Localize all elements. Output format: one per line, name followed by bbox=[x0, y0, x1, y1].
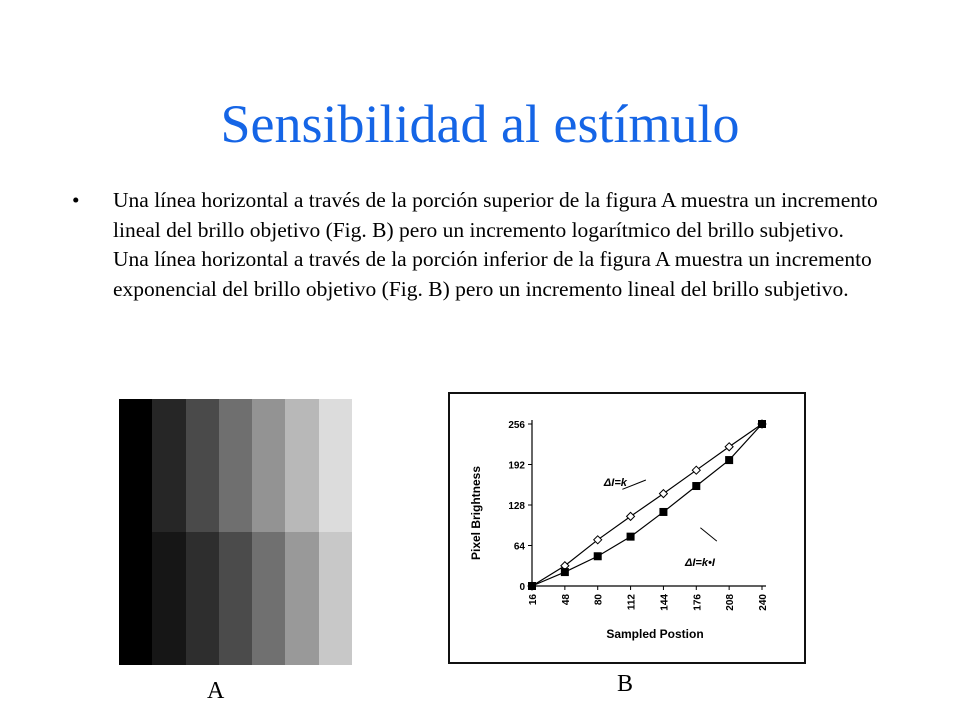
gray-cell-top bbox=[319, 399, 353, 532]
gray-cell-top bbox=[119, 399, 153, 532]
diamond-point bbox=[627, 512, 635, 520]
y-tick-label: 192 bbox=[508, 460, 525, 472]
figure-a-caption: A bbox=[207, 678, 225, 704]
gray-cell-top bbox=[252, 399, 286, 532]
square-point bbox=[528, 582, 536, 590]
square-point bbox=[627, 533, 635, 541]
gray-cell-bottom bbox=[152, 532, 186, 665]
figure-b-caption: B bbox=[617, 671, 634, 697]
gray-cell-bottom bbox=[119, 532, 153, 665]
gray-bar-4 bbox=[219, 399, 253, 665]
gray-bar-1 bbox=[119, 399, 153, 665]
slide-title: Sensibilidad al estímulo bbox=[220, 94, 740, 154]
square-point bbox=[758, 420, 766, 428]
square-point bbox=[659, 508, 667, 516]
y-tick-label: 256 bbox=[508, 420, 525, 431]
gray-cell-top bbox=[285, 399, 319, 532]
x-axis-label: Sampled Postion bbox=[606, 627, 704, 641]
bullet-marker: • bbox=[72, 188, 80, 212]
y-tick-label: 64 bbox=[513, 541, 525, 553]
square-point bbox=[725, 456, 733, 464]
gray-cell-top bbox=[152, 399, 186, 532]
annotation-leader-2 bbox=[700, 528, 716, 541]
brightness-chart bbox=[450, 394, 804, 662]
series-annotation-1: ΔI=k bbox=[603, 477, 627, 490]
gray-cell-bottom bbox=[285, 532, 319, 665]
gray-bar-7 bbox=[319, 399, 353, 665]
gray-cell-bottom bbox=[219, 532, 253, 665]
diamond-point bbox=[725, 443, 733, 451]
square-point bbox=[594, 552, 602, 560]
y-tick-label: 128 bbox=[508, 501, 525, 512]
series-annotation-2: ΔI=k•I bbox=[684, 556, 715, 569]
gray-cell-top bbox=[219, 399, 253, 532]
diamond-point bbox=[659, 490, 667, 498]
x-tick-label: 176 bbox=[692, 594, 704, 611]
y-tick-label: 0 bbox=[519, 582, 525, 593]
square-point bbox=[692, 482, 700, 490]
x-tick-label: 48 bbox=[560, 594, 572, 606]
x-tick-label: 144 bbox=[659, 594, 671, 611]
gray-cell-bottom bbox=[186, 532, 220, 665]
figure-a-grayscale-bars bbox=[119, 399, 352, 665]
gray-cell-bottom bbox=[319, 532, 353, 665]
gray-cell-top bbox=[186, 399, 220, 532]
x-tick-label: 16 bbox=[528, 594, 539, 606]
y-axis-label: Pixel Brightness bbox=[469, 465, 483, 561]
x-tick-label: 80 bbox=[593, 594, 605, 606]
gray-bar-5 bbox=[252, 399, 286, 665]
gray-bar-3 bbox=[186, 399, 220, 665]
gray-bar-2 bbox=[152, 399, 186, 665]
gray-bar-6 bbox=[285, 399, 319, 665]
square-point bbox=[561, 568, 569, 576]
x-tick-label: 240 bbox=[758, 594, 769, 611]
x-tick-label: 208 bbox=[725, 594, 737, 611]
gray-cell-bottom bbox=[252, 532, 286, 665]
x-tick-label: 112 bbox=[626, 594, 638, 611]
diamond-point bbox=[692, 466, 700, 474]
figure-b-chart bbox=[448, 392, 806, 664]
bullet-text: Una línea horizontal a través de la porción superior de la figura A muestra un incremento lineal del brillo objetivo (Fig. B) pero un incremento logarítmico del brillo subjetivo. Una línea horizontal a través de la porción inferior de la figura A muestra un incremento exponencial del brillo objetivo (Fig. B) pero un incremento lineal del brillo subjetivo. bbox=[113, 188, 878, 301]
